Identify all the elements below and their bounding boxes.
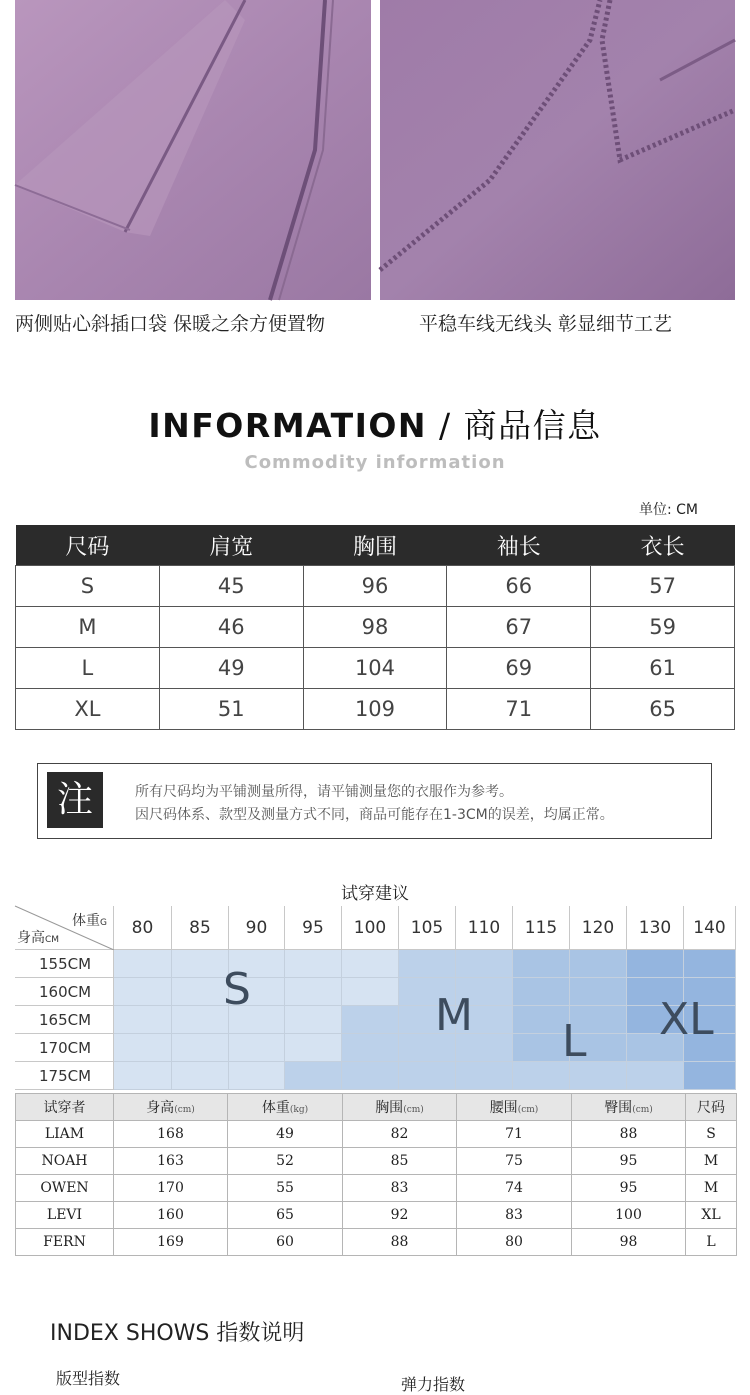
fit-weight-header: 80: [114, 906, 172, 950]
fit-zone-cell: [684, 950, 736, 978]
fit-height-label: 165CM: [15, 1006, 114, 1034]
fit-zone-cell: [399, 950, 456, 978]
tester-col-header: 试穿者: [16, 1094, 114, 1121]
fit-weight-header: 140: [684, 906, 736, 950]
tester-cell: 74: [457, 1175, 572, 1202]
tester-cell: 49: [228, 1121, 343, 1148]
info-title-en: INFORMATION: [148, 406, 428, 445]
tester-cell: 75: [457, 1148, 572, 1175]
tester-cell: 100: [572, 1202, 686, 1229]
table-row: [16, 648, 735, 689]
size-cell: 66: [447, 566, 591, 607]
fit-zone-cell: [285, 950, 342, 978]
tester-cell: NOAH: [16, 1148, 114, 1175]
size-cell: 104: [303, 648, 447, 689]
tester-cell: XL: [686, 1202, 737, 1229]
size-cell: 51: [159, 689, 303, 730]
note-badge: 注: [47, 772, 103, 828]
fit-weight-header: 115: [513, 906, 570, 950]
size-cell: 96: [303, 566, 447, 607]
size-col-header: 肩宽: [159, 525, 303, 565]
fit-zone-cell: [342, 1062, 399, 1090]
size-cell: 67: [447, 607, 591, 648]
tester-cell: 92: [343, 1202, 457, 1229]
fit-zone-cell: [342, 950, 399, 978]
note-box: [37, 763, 712, 839]
tester-col-header: 尺码: [686, 1094, 737, 1121]
size-cell: 98: [303, 607, 447, 648]
product-photo-stitching: [380, 0, 735, 300]
fit-zone-cell: [570, 950, 627, 978]
fit-zone-cell: [285, 1062, 342, 1090]
fit-zone-cell: [513, 950, 570, 978]
fit-zone-cell: [229, 1034, 285, 1062]
table-row: [16, 566, 735, 607]
table-row: [16, 1148, 737, 1175]
tester-col-header: 腰围(cm): [457, 1094, 572, 1121]
tester-cell: M: [686, 1175, 737, 1202]
size-cell: 45: [159, 566, 303, 607]
fit-zone-cell: [172, 978, 229, 1006]
tester-cell: 168: [114, 1121, 228, 1148]
fit-weight-header: 120: [570, 906, 627, 950]
fit-zone-cell: [570, 978, 627, 1006]
size-cell: 46: [159, 607, 303, 648]
fit-height-label: 155CM: [15, 950, 114, 978]
tester-cell: 170: [114, 1175, 228, 1202]
size-col-header: 衣长: [591, 525, 735, 565]
fit-zone-label: M: [435, 990, 473, 1041]
size-cell: 109: [303, 689, 447, 730]
fit-zone-cell: [114, 1062, 172, 1090]
tester-cell: 60: [228, 1229, 343, 1256]
fit-zone-cell: [399, 1062, 456, 1090]
tester-col-header: 身高(cm): [114, 1094, 228, 1121]
fit-zone-cell: [684, 1062, 736, 1090]
fit-zone-label: XL: [659, 994, 714, 1045]
tester-cell: 65: [228, 1202, 343, 1229]
size-cell: XL: [16, 689, 160, 730]
note-line: 因尺码体系、款型及测量方式不同，商品可能存在1-3CM的误差，均属正常。: [135, 807, 614, 823]
fit-zone-cell: [627, 1062, 684, 1090]
tester-cell: OWEN: [16, 1175, 114, 1202]
fit-zone-label: L: [562, 1016, 587, 1067]
tester-col-header: 胸围(cm): [343, 1094, 457, 1121]
corner-weight: 体重G: [72, 913, 107, 929]
tester-cell: FERN: [16, 1229, 114, 1256]
fit-zone-label: S: [223, 964, 251, 1015]
size-cell: L: [16, 648, 160, 689]
fit-zone-cell: [285, 1006, 342, 1034]
size-cell: 49: [159, 648, 303, 689]
tester-cell: 52: [228, 1148, 343, 1175]
tester-table: [15, 1093, 737, 1256]
fit-corner-cell: [15, 906, 114, 950]
product-photo-pocket: [15, 0, 371, 300]
table-row: [16, 689, 735, 730]
info-subtitle: Commodity information: [244, 452, 506, 473]
fit-zone-cell: [172, 1034, 229, 1062]
info-title-cn: 商品信息: [463, 406, 602, 445]
fit-zone-cell: [229, 1062, 285, 1090]
size-table: [15, 525, 735, 730]
tester-cell: 160: [114, 1202, 228, 1229]
tester-cell: 71: [457, 1121, 572, 1148]
tester-cell: 88: [343, 1229, 457, 1256]
tester-cell: 95: [572, 1175, 686, 1202]
fit-zone-cell: [114, 978, 172, 1006]
fit-zone-cell: [114, 1006, 172, 1034]
caption-pocket: 两侧贴心斜插口袋 保暖之余方便置物: [15, 313, 326, 335]
tester-cell: S: [686, 1121, 737, 1148]
fit-zone-cell: [172, 1062, 229, 1090]
caption-stitching: 平稳车线无线头 彰显细节工艺: [419, 313, 673, 335]
fit-zone-cell: [114, 950, 172, 978]
tester-col-header: 臀围(cm): [572, 1094, 686, 1121]
tester-cell: LIAM: [16, 1121, 114, 1148]
index-fit-label: 版型指数: [56, 1369, 121, 1388]
table-row: [16, 607, 735, 648]
tester-cell: 80: [457, 1229, 572, 1256]
unit-label: 单位: CM: [638, 502, 698, 518]
fit-zone-cell: [172, 1006, 229, 1034]
info-title: [0, 400, 750, 447]
tester-cell: L: [686, 1229, 737, 1256]
size-col-header: 袖长: [447, 525, 591, 565]
table-row: [16, 1202, 737, 1229]
table-row: [16, 1229, 737, 1256]
fit-zone-cell: [285, 1034, 342, 1062]
tester-cell: 55: [228, 1175, 343, 1202]
size-cell: 71: [447, 689, 591, 730]
fit-weight-header: 105: [399, 906, 456, 950]
fit-weight-header: 90: [229, 906, 285, 950]
fit-height-label: 175CM: [15, 1062, 114, 1090]
size-cell: M: [16, 607, 160, 648]
size-cell: 57: [591, 566, 735, 607]
fit-weight-header: 95: [285, 906, 342, 950]
tester-cell: 88: [572, 1121, 686, 1148]
size-cell: S: [16, 566, 160, 607]
info-title-slash: /: [439, 406, 452, 445]
size-cell: 65: [591, 689, 735, 730]
fit-zone-cell: [342, 1034, 399, 1062]
fit-height-label: 170CM: [15, 1034, 114, 1062]
fit-zone-cell: [456, 1062, 513, 1090]
tester-cell: 163: [114, 1148, 228, 1175]
size-cell: 59: [591, 607, 735, 648]
tester-cell: 83: [457, 1202, 572, 1229]
fit-zone-cell: [172, 950, 229, 978]
fit-zone-cell: [513, 978, 570, 1006]
tester-cell: 82: [343, 1121, 457, 1148]
fit-zone-cell: [342, 978, 399, 1006]
size-cell: 69: [447, 648, 591, 689]
tester-cell: LEVI: [16, 1202, 114, 1229]
fit-title: 试穿建议: [341, 884, 409, 904]
tester-header-row: [16, 1094, 737, 1121]
fit-zone-cell: [456, 950, 513, 978]
tester-col-header: 体重(kg): [228, 1094, 343, 1121]
index-title: INDEX SHOWS 指数说明: [50, 1321, 305, 1346]
tester-cell: 85: [343, 1148, 457, 1175]
note-line: 所有尺码均为平铺测量所得，请平铺测量您的衣服作为参考。: [135, 784, 513, 800]
tester-cell: 83: [343, 1175, 457, 1202]
size-table-header: [16, 525, 735, 565]
size-col-header: 尺码: [16, 525, 160, 565]
fit-zone-cell: [342, 1006, 399, 1034]
tester-cell: 95: [572, 1148, 686, 1175]
fit-weight-header: 110: [456, 906, 513, 950]
fit-weight-header: 85: [172, 906, 229, 950]
fit-weight-header: 130: [627, 906, 684, 950]
fit-height-label: 160CM: [15, 978, 114, 1006]
size-col-header: 胸围: [303, 525, 447, 565]
table-row: [16, 1175, 737, 1202]
tester-cell: 169: [114, 1229, 228, 1256]
fit-grid: [15, 906, 736, 1092]
fit-zone-cell: [285, 978, 342, 1006]
size-cell: 61: [591, 648, 735, 689]
corner-height: 身高CM: [17, 930, 60, 946]
table-row: [16, 1121, 737, 1148]
tester-cell: 98: [572, 1229, 686, 1256]
fit-zone-cell: [627, 950, 684, 978]
fit-zone-cell: [114, 1034, 172, 1062]
index-stretch-label: 弹力指数: [401, 1375, 466, 1394]
tester-cell: M: [686, 1148, 737, 1175]
fit-weight-header: 100: [342, 906, 399, 950]
